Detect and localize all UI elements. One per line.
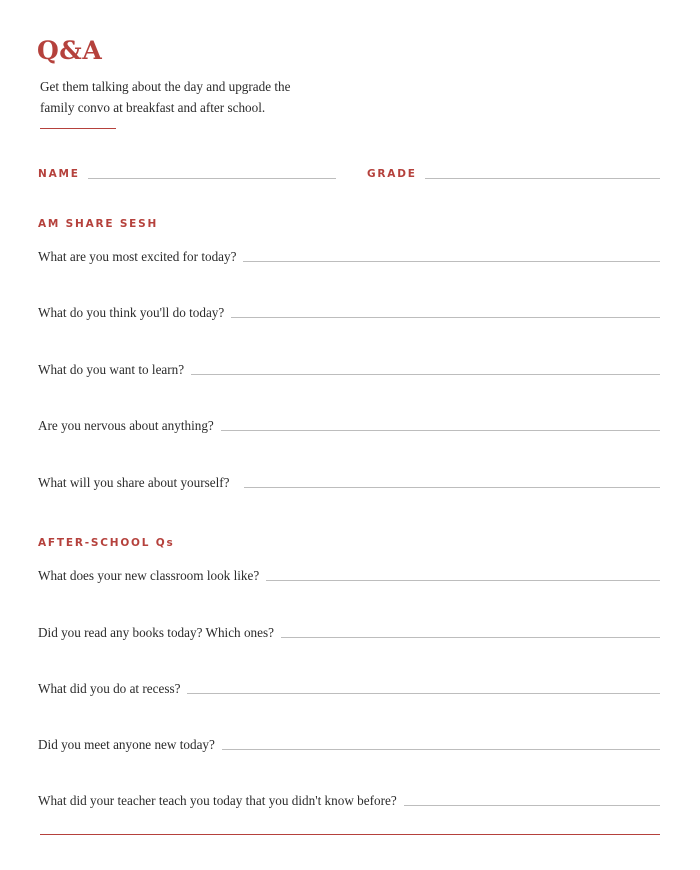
question-text: What do you want to learn?: [38, 362, 185, 377]
answer-line[interactable]: [231, 317, 660, 318]
question-text: What did your teacher teach you today that you didn't know before?: [38, 793, 397, 808]
question-text: Did you read any books today? Which ones?: [38, 625, 274, 640]
answer-line[interactable]: [243, 261, 660, 262]
answer-line[interactable]: [244, 487, 660, 488]
question-text: What does your new classroom look like?: [38, 568, 260, 583]
question-text: Did you meet anyone new today?: [38, 737, 215, 752]
question-text: What will you share about yourself?: [38, 475, 230, 490]
answer-line[interactable]: [281, 637, 660, 638]
question-row[interactable]: [38, 789, 660, 809]
question-row[interactable]: [38, 733, 660, 753]
question-row[interactable]: [38, 677, 660, 697]
question-text: Are you nervous about anything?: [38, 418, 214, 433]
title-divider: [40, 128, 116, 129]
section-heading-am-share-sesh: AM SHARE SESH: [38, 218, 159, 230]
section-heading-after-school-qs: AFTER-SCHOOL Qs: [38, 537, 175, 549]
intro-line: Get them talking about the day and upgrade the: [40, 79, 291, 94]
intro-text: [40, 77, 360, 118]
question-text: What did you do at recess?: [38, 681, 181, 696]
grade-write-line[interactable]: [425, 178, 660, 179]
answer-line[interactable]: [221, 430, 660, 431]
question-text: What are you most excited for today?: [38, 249, 237, 264]
question-text: What do you think you'll do today?: [38, 305, 225, 320]
bottom-divider: [40, 834, 660, 835]
page-title: Q&A: [37, 36, 103, 65]
name-write-line[interactable]: [88, 178, 336, 179]
grade-label: GRADE: [367, 168, 417, 180]
question-row[interactable]: [38, 414, 660, 434]
answer-line[interactable]: [404, 805, 660, 806]
question-row[interactable]: [38, 621, 660, 641]
answer-line[interactable]: [266, 580, 660, 581]
name-label: NAME: [38, 168, 80, 180]
grade-field[interactable]: [367, 161, 660, 181]
question-row[interactable]: [38, 245, 660, 265]
answer-line[interactable]: [187, 693, 660, 694]
question-row[interactable]: [38, 471, 660, 491]
answer-line[interactable]: [191, 374, 660, 375]
question-row[interactable]: [38, 564, 660, 584]
question-row[interactable]: [38, 358, 660, 378]
intro-line: family convo at breakfast and after school.: [40, 99, 266, 115]
question-row[interactable]: [38, 301, 660, 321]
answer-line[interactable]: [222, 749, 660, 750]
name-field[interactable]: [38, 161, 336, 181]
